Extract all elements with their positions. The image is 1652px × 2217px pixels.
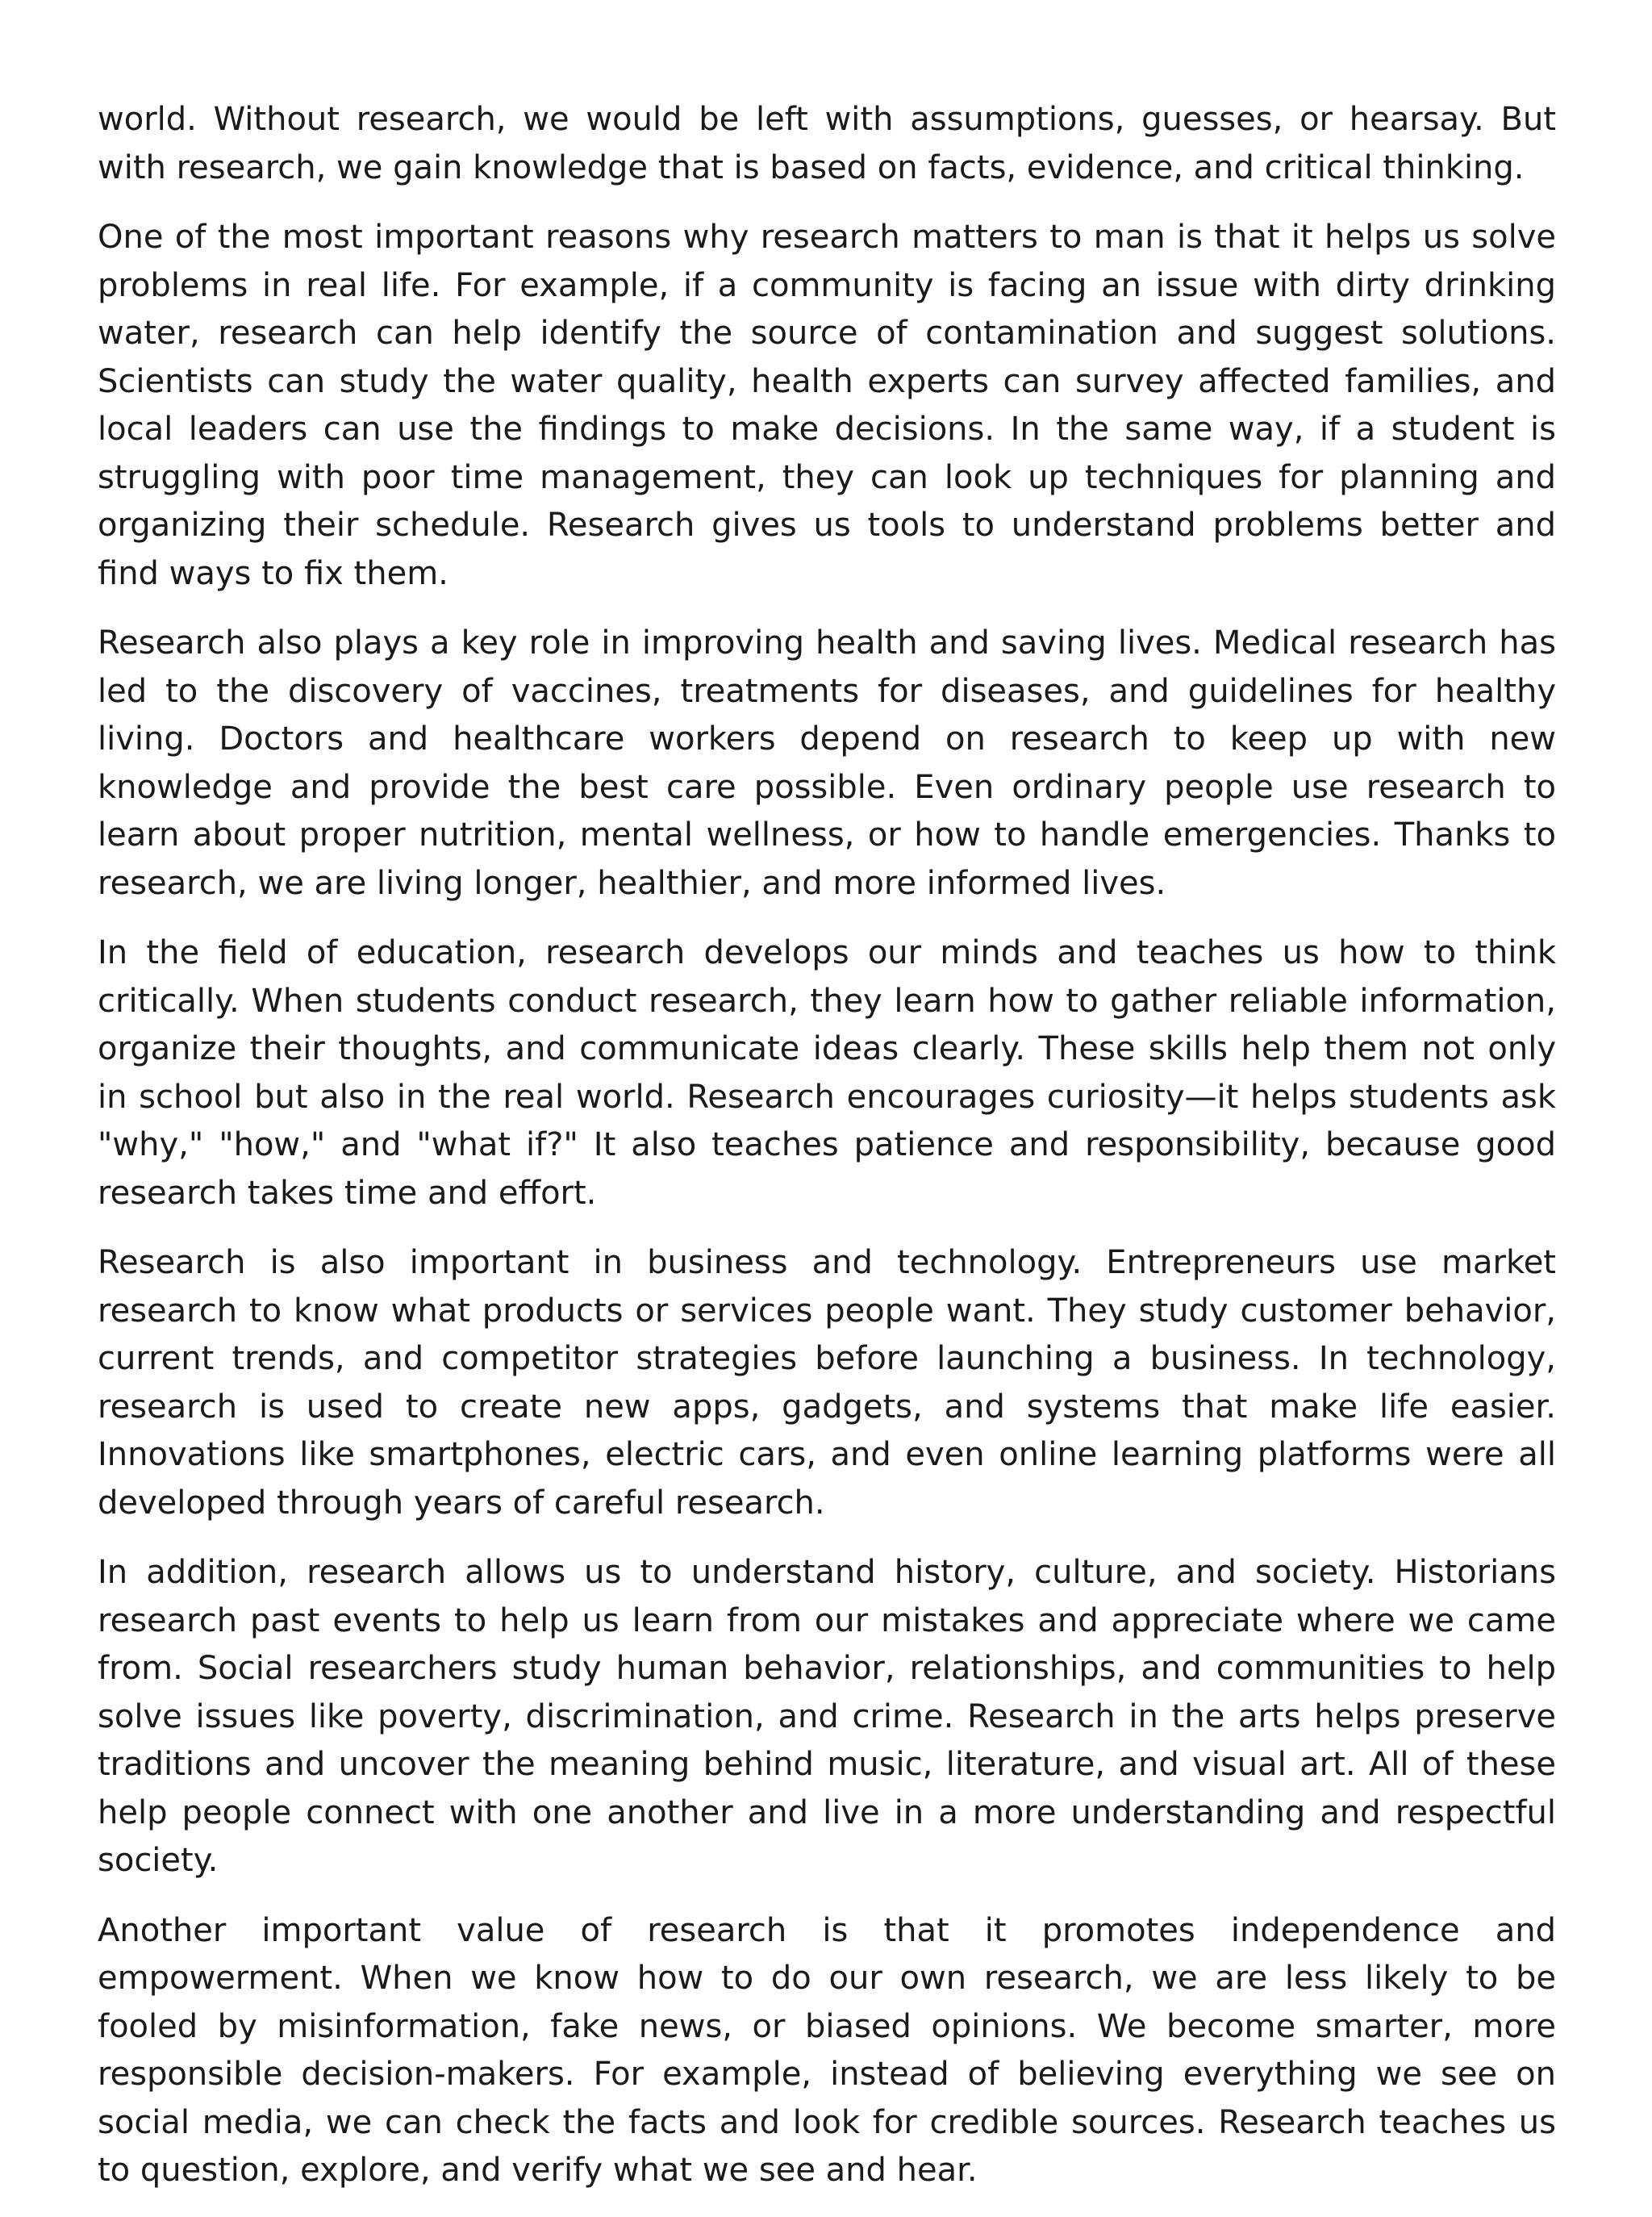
paragraph-1: world. Without research, we would be left with assumptions, guesses, or hearsay. But with research, we gain knowledge that is based on facts, evidence, and critical thinking. (98, 101, 1556, 186)
paragraph-7: Another important value of research is that it promotes independence and empowerment. When we know how to do our own research, we are less likely to be fooled by misinformation, fake news, or biased opinions. We become smarter, more responsible decision-makers. For example, instead of believing everything we see on social media, we can check the facts and look for credible sources. Research teaches us to question, explore, and verify what we see and hear. (98, 1911, 1556, 2189)
paragraph-3: Research also plays a key role in improving health and saving lives. Medical research has led to the discovery of vaccines, treatments for diseases, and guidelines for healthy living. Doctors and healthcare workers depend on research to keep up with new knowledge and provide the best care possible. Even ordinary people use research to learn about proper nutrition, mental wellness, or how to handle emergencies. Thanks to research, we are living longer, healthier, and more informed lives. (98, 624, 1556, 902)
paragraph-6: In addition, research allows us to understand history, culture, and society. Historians research past events to help us learn from our mistakes and appreciate where we came from. Social researchers study human behavior, relationships, and communities to help solve issues like poverty, discrimination, and crime. Research in the arts helps preserve traditions and uncover the meaning behind music, literature, and visual art. All of these help people connect with one another and live in a more understanding and respectful society. (98, 1554, 1556, 1879)
paragraph-5: Research is also important in business and technology. Entrepreneurs use market research to know what products or services people want. They study customer behavior, current trends, and competitor strategies before launching a business. In technology, research is used to create new apps, gadgets, and systems that make life easier. Innovations like smartphones, electric cars, and even online learning platforms were all developed through years of careful research. (98, 1244, 1556, 1522)
paragraph-2: One of the most important reasons why research matters to man is that it helps us solve problems in real life. For example, if a community is facing an issue with dirty drinking water, research can help identify the source of contamination and suggest solutions. Scientists can study the water quality, health experts can survey affected families, and local leaders can use the findings to make decisions. In the same way, if a student is struggling with poor time management, they can look up techniques for planning and organizing their schedule. Research gives us tools to understand problems better and find ways to fix them. (98, 219, 1556, 592)
paragraph-4: In the field of education, research develops our minds and teaches us how to think critically. When students conduct research, they learn how to gather reliable information, organize their thoughts, and communicate ideas clearly. These skills help them not only in school but also in the real world. Research encourages curiosity—it helps students ask "why," "how," and "what if?" It also teaches patience and responsibility, because good research takes time and effort. (98, 934, 1556, 1212)
document-body (98, 96, 1556, 2217)
